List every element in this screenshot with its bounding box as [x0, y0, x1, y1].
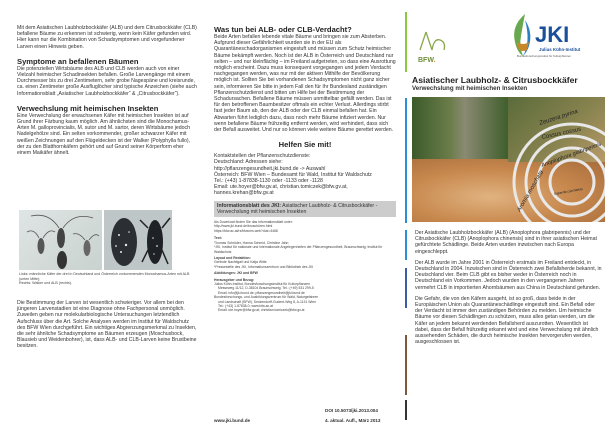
bfw-tree-icon — [418, 30, 448, 52]
larvae-text: Die Bestimmung der Larven ist wesentlich schwieriger. Vor allem bei den jüngeren Larvenstadien ist eine Diagnose ohne Fachpersonal unmöglich. Zuweilen geben nur molekularbiologische Untersuchungen letztendlich Aufschluss über die Art. Solche Analysen werden im Institut für Waldschutz des BFW Wien durchgeführt. Ein wichtiges Abgrenzungsmerkmal zu Insekten, die sehr ähnliche Schadsymptome an Bäumen erzeugen (Moschusbock, Blausieb und Weidenbohrer), ist, dass ALB- und CLB-Larven keine Brustbeine besitzen. — [17, 300, 197, 350]
text-label: Text: — [214, 236, 222, 241]
left-column — [17, 0, 197, 156]
dark-blue-accent-bar — [405, 268, 407, 308]
symptoms-text: Die potenziellen Wirtsbäume des ALB und CLB werden auch von einer Vielzahl heimischer Schadinsekten befallen. Große Larvengänge mit einem Durchmesser bis zu drei Zentimetern, sehr grobe Nagespäne und kreisrunde, ca. einen Zentimeter große Ausfluglöcher sind typische Anzeichen (siehe auch Informationsblatt „Asiatischer Laubholzbockkäfer“ & „Citrusbockkäfer“). — [17, 65, 197, 97]
layout-names: Gerlinde Nachtigall und Katja Witte — [214, 260, 267, 265]
walker-beetle-illustration — [104, 210, 172, 270]
walker-alb-photo — [104, 210, 172, 270]
suspicion-heading: Was tun bei ALB- oder CLB-Verdacht? — [214, 25, 352, 34]
contact-phone: Tel.: (+43) 1-87838-1130 oder -1133 oder -1128 — [214, 178, 323, 185]
publisher-label: Herausgeber und Bezug: — [214, 277, 255, 282]
blue-accent-bar — [405, 98, 407, 223]
gallery-labels-overlay — [412, 97, 605, 222]
images-credit: Abbildungen: JKI und BFW — [214, 271, 258, 276]
cover-photo-collage — [412, 97, 605, 222]
history-paragraph: Der ALB wurde im Jahre 2001 in Österreich erstmals im Freiland entdeckt, in Deutschland in 2004. Inzwischen sind in Österreich zwei Befallsherde bekannt, in Deutschland vier. Beim CLB gibt es bisher weder in Österreich noch in Deutschland ein Vorkommen. Jedoch wurden in den vergangenen Jahren vermehrt CLB in importierten Ahornbäumen aus China in Deutschland gefunden. — [415, 259, 602, 291]
publisher-line: Email: ute.hoyer@bfw.gv.at; christian.tomiczek@bfw.gv.at — [218, 308, 305, 313]
jki-name: Julius Kühn-Institut — [539, 47, 581, 52]
layout-label: Layout und Redaktion: — [214, 255, 251, 260]
publisher-line: Bundesforschungs- und Ausbildungszentrum für Wald, Naturgefahren — [214, 295, 319, 300]
doi: DOI 10.5073/jki.2013.004 — [325, 408, 378, 413]
confusion-heading: Verwechslung mit heimischen Insekten — [17, 103, 159, 113]
authors: Thomas Schröder, Hanna Schmid, Christine Jahn — [214, 240, 289, 245]
label-anoplophora: Anoplophora glabripennis — [540, 141, 603, 169]
jki-subtitle: Bundesforschungsinstitut für Kulturpflanzen — [517, 54, 571, 58]
info-box — [214, 201, 396, 217]
download-label: Als Download finden Sie das Informationsblatt unter: — [214, 220, 293, 225]
intro-paragraph: Der Asiatische Laubholzbockkäfer (ALB) (Anoplophora glabripennis) und der Citrusbockkäfer (CLB) (Anoplophora chinensis) sind in ihrer asiatischen Heimat gefürchtete Schädlinge. Beide Arten wurden inzwischen nach Europa eingeschleppt. — [415, 230, 597, 255]
blue-accent-bar-2 — [405, 230, 407, 260]
symptoms-heading: Symptome an befallenen Bäumen — [17, 56, 139, 66]
publisher-line: Messeweg 11/12, D-38104 Braunschweig, Tel.: (+49) 531 299-5 — [218, 286, 314, 291]
label-cossus: Cossus cossus — [541, 126, 582, 141]
downloads — [214, 220, 396, 233]
dark-accent-bar — [405, 400, 407, 420]
publisher-line: und Landschaft (BFW), Seckendorff-Gudent-Weg 8, A-1131 Wien — [218, 299, 317, 304]
jki-logo-text: JKI — [535, 22, 570, 47]
contact-line: Kontaktstellen der Pflanzenschutzdienste: — [214, 153, 311, 160]
label-saperda: Saperda carcharias — [553, 186, 584, 196]
publisher-line: Tel.: (+43) 1-87838-0; www.bfw.ac.at — [218, 303, 273, 308]
document-title: Asiatischer Laubholz- & Citrusbockkäfer — [412, 75, 578, 85]
green-accent-bar — [405, 12, 407, 72]
photo-caption-left: Links: männliche Käfer der drei in Deutschland und Österreich vorkommenden Monochamus-Arten mit ALB (unten Mitte); — [19, 272, 190, 281]
contacts — [214, 153, 396, 196]
credits — [214, 236, 396, 313]
suspicion-text: Beide Arten befallen lebende vitale Bäume und bringen sie zum Absterben. Aufgrund dieser Gefährlichkeit wurden sie in der EU als Quarantäneschadorganismen eingestuft und müssen zum Schutz heimischer Bäume bekämpft werden. Noch ist der ALB in Österreich und Deutschland nur selten – und nur kleinflächig – im Freiland aufgetreten, so dass eine Ausrottung möglich erscheint. Dazu muss konsequent vorgegangen und jedem Verdacht nachgegangen werden, was nur mit der aktiven Mithilfe der Bevölkerung möglich ist. Sollten Sie bei vorhandenen Schadsymptomen nicht ganz sicher sein, informieren Sie bitte in jedem Fall den für Ihr Bundesland zuständigen Pflanzenschutzdienst und bitten um Hilfe bei der Bestimmung der Schadursachen. Befallene Bäume müssen unmittelbar gefällt werden. Das ist für den betroffenen Baumbesitzer oftmals ein echter Verlust. Allerdings stirbt fast jeder Baum ab, den der ALB oder der CLB einmal befallen hat. Ein Abwarten führt lediglich dazu, dass noch mehr Bäume infiziert werden. Nur wenn befallene Bäume frühzeitig entfernt werden, wird verhindert, dass sich der Befall ausweitet. Und nur so können viele weitere Bäume gerettet werden. — [214, 34, 396, 134]
edition: 4. aktual. Aufl., März 2013 — [325, 418, 381, 423]
middle-column — [214, 0, 396, 313]
layout-note: *Pressestelle des JKI, Informationszentrum und Bibliothek des JKI — [214, 264, 314, 269]
bfw-logo — [418, 30, 448, 64]
info-box-title: Informationsblatt des JKI: — [217, 202, 281, 209]
contact-line: Deutschland: Adressen siehe: — [214, 159, 283, 166]
danger-paragraph: Die Gefahr, die von den Käfern ausgeht, ist so groß, dass beide in der Europäischen Union als Quarantäneschädlinge eingestuft sind. Ein Befall oder der Verdacht ist immer den zuständigen Behörden zu melden. Um heimische Bäume vor diesen Schädlingen zu schützen, muss alles getan werden, um die Käfer an jedem bekannt werdenden Befallsherd auszurotten. Wesentlich ist dabei, dass der Befall frühzeitig erkannt wird und eine Verwechslung mit ähnlich aussehenden Schäden, die durch heimische Insekten hervorgerufen werden, ausgeschlossen ist. — [415, 295, 599, 346]
contact-line: Österreich: BFW Wien – Bundesamt für Wald, Institut für Waldschutz — [214, 171, 372, 178]
info-box-text: Asiatischer Laubholz- & Citrusbockkäfer - Verwechslung mit heimischen Insekten — [217, 202, 378, 215]
bfw-logo-text: BFW. — [418, 57, 436, 64]
contact-link[interactable]: http://pflanzengesundheit.jki.bund.de -> Auswahl — [214, 165, 326, 172]
label-aromia: Aromia moschata — [516, 169, 546, 213]
publisher-line: Email: info@jki.bund.de; pflanzengesundheit@jki.bund.de — [218, 290, 305, 295]
document-subtitle: Verwechslung mit heimischen Insekten — [412, 85, 528, 92]
authors-affiliation: *JKI, Institut für nationale und internationale Angelegenheiten der Pflanzengesundheit, Braunschweig; Institut für Waldschutz — [214, 245, 383, 254]
intro-text: Mit dem Asiatischen Laubholzbockkäfer (ALB) und dem Citrusbockkäfer (CLB) befallene Bäume zu erkennen ist schwierig, wenn kein Käfer gefunden wird. Hier kann nur die Kombination von Schadsymptomen und vorgefundener Larven einen Hinweis geben. — [17, 25, 197, 50]
website-link[interactable]: www.jki.bund.de — [214, 418, 251, 423]
contact-email[interactable]: hannes.krehan@bfw.gv.at — [214, 190, 274, 197]
jki-logo — [505, 12, 605, 72]
confusion-text: Eine Verwechslung der erwachsenen Käfer mit heimischen Insekten ist auf Grund ihrer Färbung kaum möglich. Am ähnlichsten sind die Monochamus-Arten M. galloprovincialis, M. sutor und M. sartor, deren Wirtsbäume jedoch Nadelgehölze sind. Ein selten vorkommender, großer schwarzer Käfer mit weißen Zeichnungen auf den Flügeldecken ist der Walker (Polyphylla fullo), der zu den Blatthornkäfern gehört und auf Grund seiner Körperform eher einem Maikäfer ähnelt. — [17, 112, 191, 157]
help-heading: Helfen Sie mit! — [278, 140, 332, 150]
monochamus-beetles-photo — [19, 210, 102, 270]
contact-email[interactable]: Email: ute.hoyer@bfw.gv.at, christian.tomiczek@bfw.gv.at, — [214, 184, 348, 191]
download-link[interactable]: http://www.jki.bund.de/broschüren.html — [214, 224, 273, 229]
download-link[interactable]: https://bfw.ac.at/rz/bfwcms.web?dok=4468 — [214, 228, 278, 233]
beetles-illustration — [19, 210, 102, 270]
right-column-text — [415, 230, 603, 345]
label-zeuzera: Zeuzera pyrina — [538, 108, 579, 127]
photo-caption-right: Rechts: Walker und ALB (rechts). — [19, 281, 72, 285]
brown-accent-bar — [405, 335, 407, 395]
jki-flame-icon — [507, 12, 537, 58]
publisher-line: Julius Kühn-Institut, Bundesforschungsinstitut für Kulturpflanzen — [214, 281, 310, 286]
